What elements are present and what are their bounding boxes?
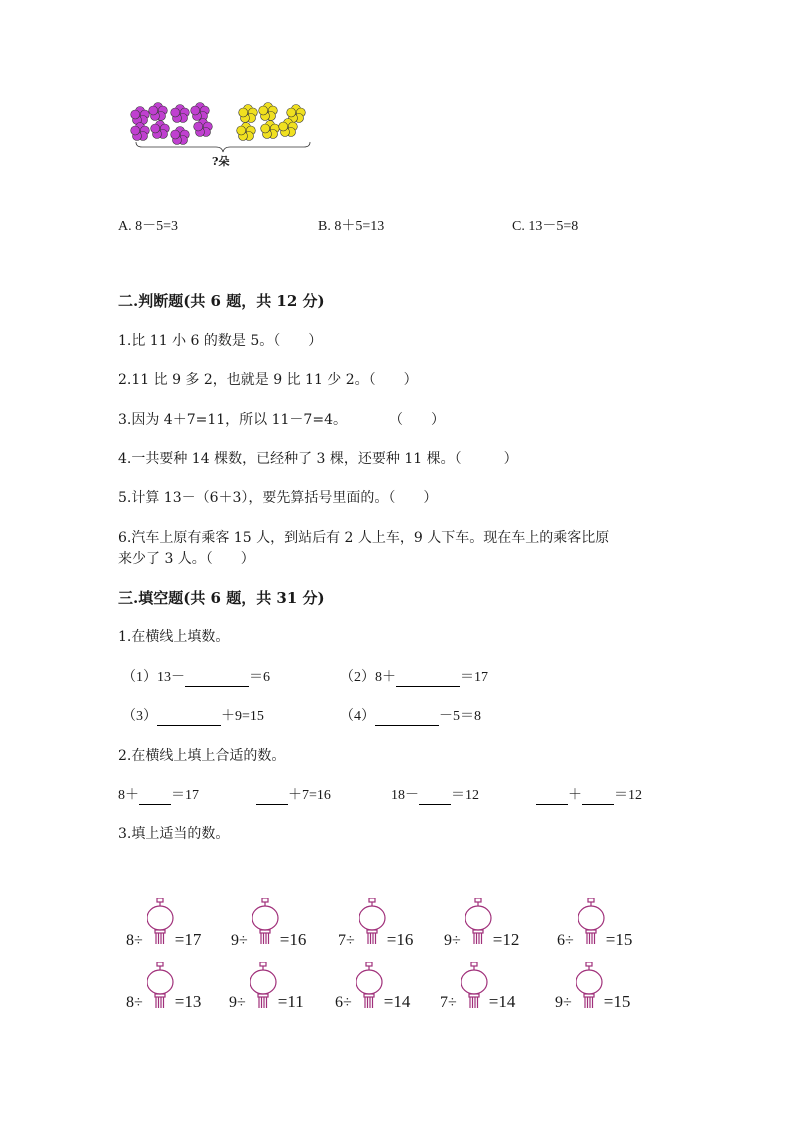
lantern-icon — [252, 898, 280, 946]
lantern-icon — [359, 898, 387, 946]
q1-part1-post: ＝6 — [249, 670, 270, 685]
q1-part1-blank[interactable] — [185, 670, 249, 687]
q2-expr-1 — [118, 784, 199, 805]
q3-title: 3.填上适当的数。 — [118, 826, 230, 842]
lantern-eq-r2-2-post: =11 — [277, 992, 304, 1011]
q2-expr-2-blank[interactable] — [256, 788, 288, 805]
lantern-icon — [356, 962, 384, 1010]
q2-expr-2-post: ＋7=16 — [288, 788, 331, 803]
lantern-icon — [147, 898, 175, 946]
lantern-eq-r2-4-pre: 7÷ — [440, 994, 457, 1011]
q1-part1-pre: （1）13－ — [122, 670, 185, 685]
q1-part4 — [340, 705, 481, 726]
option-b: B. 8＋5=13 — [318, 219, 385, 234]
q2-expr-2 — [256, 784, 331, 805]
lantern-icon — [147, 962, 175, 1010]
q1-part3 — [122, 705, 264, 726]
q1-part2-pre: （2）8＋ — [340, 670, 396, 685]
lantern-eq-r2-3-pre: 6÷ — [335, 994, 352, 1011]
judge-item-2: 2.11 比 9 多 2，也就是 9 比 11 少 2。（ ） — [118, 372, 418, 388]
q2-expr-4-blank-2[interactable] — [582, 788, 614, 805]
q1-part4-post: －5＝8 — [439, 709, 481, 724]
lantern-eq-r2-1-post: =13 — [174, 992, 202, 1011]
lantern-eq-r1-1-post: =17 — [174, 930, 202, 949]
q2-expr-3 — [391, 784, 479, 805]
q1-part3-post: ＋9=15 — [221, 709, 264, 724]
lantern-eq-r1-2-post: =16 — [279, 930, 307, 949]
lantern-icon — [576, 962, 604, 1010]
judge-item-5: 5.计算 13－（6＋3），要先算括号里面的。（ ） — [118, 490, 438, 506]
lantern-eq-r2-5-pre: 9÷ — [555, 994, 572, 1011]
option-a: A. 8－5=3 — [118, 219, 179, 234]
lantern-eq-r1-4-pre: 9÷ — [444, 932, 461, 949]
q1-part3-blank[interactable] — [157, 709, 221, 726]
q1-part2-blank[interactable] — [396, 670, 460, 687]
q2-expr-4-mid: ＋ — [568, 788, 582, 803]
lantern-eq-r1-5-post: =15 — [605, 930, 633, 949]
q1-part4-pre: （4） — [340, 709, 375, 724]
q2-expr-3-post: ＝12 — [451, 788, 479, 803]
q2-expr-3-blank[interactable] — [419, 788, 451, 805]
q1-part2 — [340, 666, 488, 687]
q1-title: 1.在横线上填数。 — [118, 629, 230, 645]
judge-item-4: 4.一共要种 14 棵数，已经种了 3 棵，还要种 11 棵。（ ） — [118, 451, 518, 467]
section3-title: 三.填空题(共 6 题，共 31 分) — [118, 589, 325, 607]
q1-part1 — [122, 666, 270, 687]
purple-flowers — [131, 103, 213, 145]
q2-expr-4-blank-1[interactable] — [536, 788, 568, 805]
q2-expr-4 — [536, 784, 642, 805]
brace-label: ?朵 — [212, 155, 230, 168]
option-c: C. 13－5=8 — [512, 219, 579, 234]
lantern-eq-r2-3-post: =14 — [383, 992, 411, 1011]
lantern-eq-r1-5-pre: 6÷ — [557, 932, 574, 949]
q1-part3-pre: （3） — [122, 709, 157, 724]
lantern-icon — [250, 962, 278, 1010]
q1-part2-post: ＝17 — [460, 670, 488, 685]
q2-expr-1-post: ＝17 — [171, 788, 199, 803]
lantern-eq-r1-4-post: =12 — [492, 930, 520, 949]
judge-item-6-line1: 6.汽车上原有乘客 15 人，到站后有 2 人上车，9 人下车。现在车上的乘客比原 — [118, 530, 610, 546]
lantern-icon — [461, 962, 489, 1010]
lantern-eq-r2-2-pre: 9÷ — [229, 994, 246, 1011]
lantern-eq-r1-3-post: =16 — [386, 930, 414, 949]
brace — [136, 142, 310, 152]
judge-item-1: 1.比 11 小 6 的数是 5。（ ） — [118, 333, 323, 349]
judge-item-3: 3.因为 4＋7=11，所以 11－7=4。 （ ） — [118, 412, 445, 428]
section2-title: 二.判断题(共 6 题，共 12 分) — [118, 292, 325, 310]
lantern-eq-r1-3-pre: 7÷ — [338, 932, 355, 949]
lantern-eq-r2-5-post: =15 — [603, 992, 631, 1011]
lantern-eq-r1-2-pre: 9÷ — [231, 932, 248, 949]
q2-expr-1-blank[interactable] — [139, 788, 171, 805]
q2-title: 2.在横线上填上合适的数。 — [118, 748, 286, 764]
lantern-eq-r2-4-post: =14 — [488, 992, 516, 1011]
q2-expr-4-post: ＝12 — [614, 788, 642, 803]
q2-expr-3-pre: 18－ — [391, 788, 419, 803]
lantern-eq-r2-1-pre: 8÷ — [126, 994, 143, 1011]
lantern-eq-r1-1-pre: 8÷ — [126, 932, 143, 949]
yellow-flowers — [237, 103, 306, 141]
lantern-icon — [578, 898, 606, 946]
q2-expr-1-pre: 8＋ — [118, 788, 139, 803]
q1-part4-blank[interactable] — [375, 709, 439, 726]
judge-item-6-line2: 来少了 3 人。（ ） — [118, 551, 255, 567]
lantern-icon — [465, 898, 493, 946]
